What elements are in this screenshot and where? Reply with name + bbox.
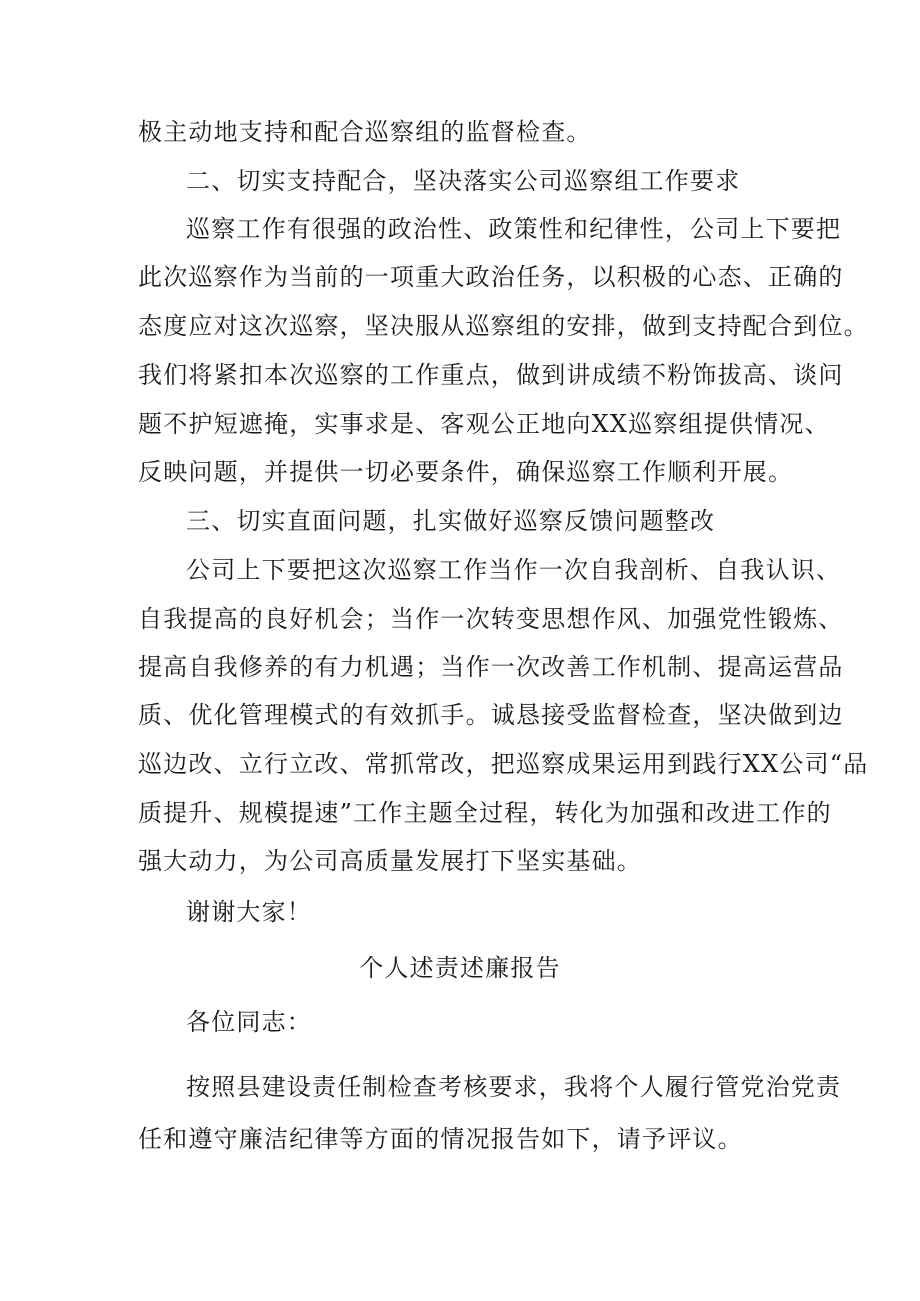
body-text-line: 此次巡察作为当前的一项重大政治任务，以积极的心态、正确的 bbox=[138, 263, 844, 291]
body-text-line: 巡察工作有很强的政治性、政策性和纪律性，公司上下要把 bbox=[186, 215, 842, 243]
body-text-line: 巡边改、立行立改、常抓常改，把巡察成果运用到践行XX公司“品 bbox=[138, 750, 869, 778]
body-text-line: 强大动力，为公司高质量发展打下坚实基础。 bbox=[138, 847, 642, 875]
salutation: 各位同志： bbox=[186, 1008, 312, 1036]
body-text-line: 按照县建设责任制检查考核要求，我将个人履行管党治党责 bbox=[186, 1073, 842, 1101]
closing-line: 谢谢大家！ bbox=[186, 898, 312, 926]
body-text-line: 提高自我修养的有力机遇；当作一次改善工作机制、提高运营品 bbox=[138, 653, 844, 681]
section-heading-2: 二、切实支持配合，坚决落实公司巡察组工作要求 bbox=[186, 167, 741, 195]
body-text-line: 质提升、规模提速”工作主题全过程，转化为加强和改进工作的 bbox=[138, 799, 832, 827]
body-text-line: 自我提高的良好机会；当作一次转变思想作风、加强党性锻炼、 bbox=[138, 605, 844, 633]
body-text-line: 公司上下要把这次巡察工作当作一次自我剖析、自我认识、 bbox=[186, 556, 842, 584]
body-text-line: 任和遵守廉洁纪律等方面的情况报告如下，请予评议。 bbox=[138, 1125, 743, 1153]
report-title: 个人述责述廉报告 bbox=[359, 954, 561, 982]
body-text-line: 我们将紧扣本次巡察的工作重点，做到讲成绩不粉饰拔高、谈问 bbox=[138, 361, 844, 389]
body-text-line: 质、优化管理模式的有效抓手。诚恳接受监督检查，坚决做到边 bbox=[138, 701, 844, 729]
section-heading-3: 三、切实直面问题，扎实做好巡察反馈问题整改 bbox=[186, 507, 716, 535]
body-text-line: 态度应对这次巡察，坚决服从巡察组的安排，做到支持配合到位。 bbox=[138, 312, 869, 340]
body-text-line: 极主动地支持和配合巡察组的监督检查。 bbox=[138, 118, 592, 146]
body-text-line: 题不护短遮掩，实事求是、客观公正地向XX巡察组提供情况、 bbox=[138, 410, 830, 438]
body-text-line: 反映问题，并提供一切必要条件，确保巡察工作顺利开展。 bbox=[138, 458, 794, 486]
